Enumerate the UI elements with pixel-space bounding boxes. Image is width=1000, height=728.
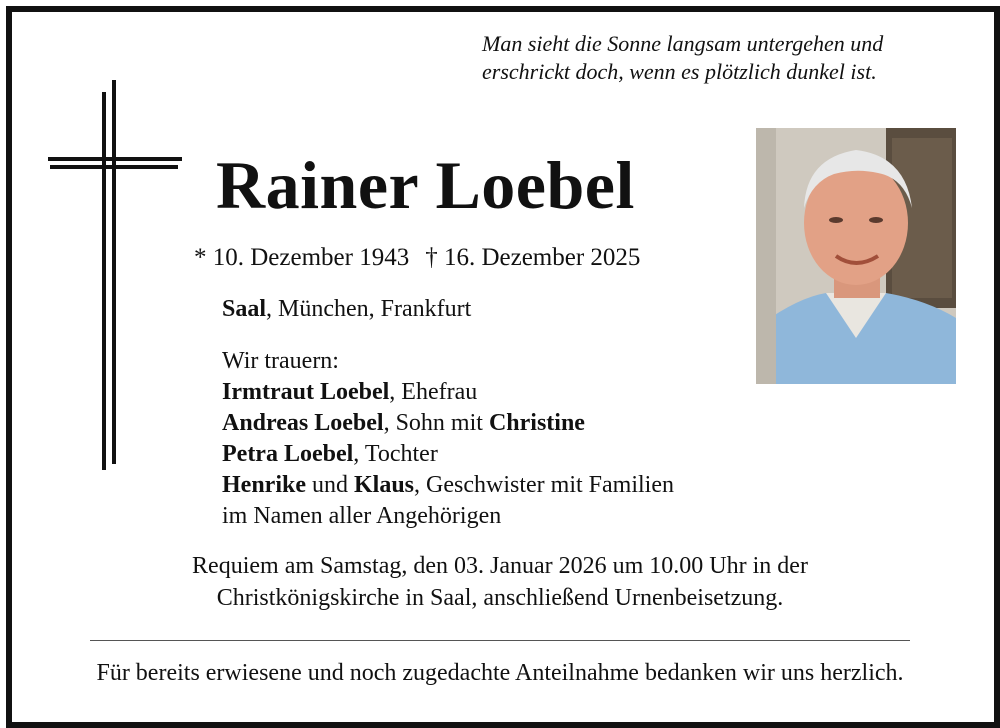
mourners-closing: im Namen aller Angehörigen xyxy=(222,503,502,529)
motto-line-2: erschrickt doch, wenn es plötzlich dunkel ist. xyxy=(482,59,877,84)
motto-line-1: Man sieht die Sonne langsam untergehen und xyxy=(482,31,884,56)
motto-quote xyxy=(482,30,952,86)
mourners-list xyxy=(222,346,674,532)
place-primary: Saal xyxy=(222,296,267,322)
places xyxy=(222,296,471,323)
place-others: , München, Frankfurt xyxy=(266,296,472,322)
cross-icon xyxy=(48,80,184,470)
death-date: † 16. Dezember 2025 xyxy=(425,244,641,271)
requiem-line-1: Requiem am Samstag, den 03. Januar 2026 um 10.00 Uhr in der xyxy=(192,553,808,579)
mourner-row: Henrike und Klaus, Geschwister mit Familien xyxy=(222,472,674,498)
portrait-photo xyxy=(756,128,956,384)
life-dates xyxy=(194,244,640,272)
requiem-info xyxy=(0,550,1000,614)
birth-date: * 10. Dezember 1943 xyxy=(194,244,410,271)
mourners-intro: Wir trauern: xyxy=(222,348,339,374)
mourner-row: Andreas Loebel, Sohn mit Christine xyxy=(222,410,585,436)
mourner-row: Irmtraut Loebel, Ehefrau xyxy=(222,379,478,405)
thanks-text: Für bereits erwiesene und noch zugedachte Anteilnahme bedanken wir uns herzlich. xyxy=(96,660,904,686)
requiem-line-2: Christkönigskirche in Saal, anschließend Urnenbeisetzung. xyxy=(216,585,784,611)
mourner-row: Petra Loebel, Tochter xyxy=(222,441,438,467)
divider-line xyxy=(90,640,910,641)
deceased-name: Rainer Loebel xyxy=(216,147,635,223)
